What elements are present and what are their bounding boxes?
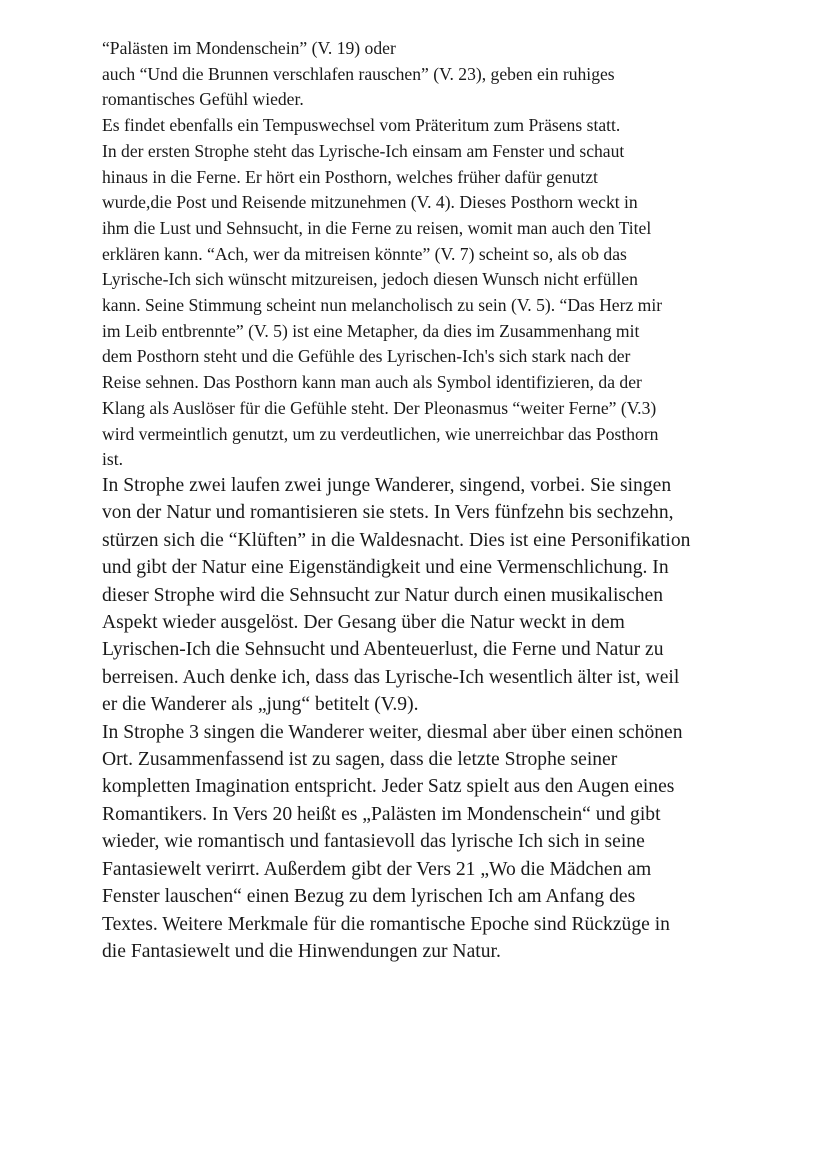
text-line: In der ersten Strophe steht das Lyrische-Ich einsam am Fenster und schaut [102, 140, 625, 161]
text-line: und gibt der Natur eine Eigenständigkeit und eine Vermenschlichung. In [102, 557, 669, 579]
text-block-large [102, 472, 690, 965]
text-line: romantisches Gefühl wieder. [102, 89, 304, 110]
text-line: wieder, wie romantisch und fantasievoll das lyrische Ich sich in seine [102, 831, 645, 853]
text-line: erklären kann. “Ach, wer da mitreisen könnte” (V. 7) scheint so, als ob das [102, 243, 627, 264]
text-line: Fenster lauschen“ einen Bezug zu dem lyrischen Ich am Anfang des [102, 886, 636, 908]
text-line: kompletten Imagination entspricht. Jeder Satz spielt aus den Augen eines [102, 776, 675, 798]
text-line: Fantasiewelt verirrt. Außerdem gibt der Vers 21 „Wo die Mädchen am [102, 858, 652, 880]
text-line: Ort. Zusammenfassend ist zu sagen, dass die letzte Strophe seiner [102, 749, 618, 771]
text-line: Lyrische-Ich sich wünscht mitzureisen, jedoch diesen Wunsch nicht erfüllen [102, 269, 638, 290]
text-line: stürzen sich die “Klüften” in die Waldesnacht. Dies ist eine Personifikation [102, 529, 691, 551]
text-line: ihm die Lust und Sehnsucht, in die Ferne zu reisen, womit man auch den Titel [102, 217, 652, 238]
text-line: hinaus in die Ferne. Er hört ein Posthorn, welches früher dafür genutzt [102, 166, 598, 187]
text-line: die Fantasiewelt und die Hinwendungen zur Natur. [102, 940, 501, 962]
text-line: wird vermeintlich genutzt, um zu verdeutlichen, wie unerreichbar das Posthorn [102, 423, 659, 444]
text-line: er die Wanderer als „jung“ betitelt (V.9). [102, 694, 419, 716]
text-line: dem Posthorn steht und die Gefühle des Lyrischen-Ich's sich stark nach der [102, 346, 631, 367]
text-line: ist. [102, 449, 124, 470]
text-line: Reise sehnen. Das Posthorn kann man auch als Symbol identifizieren, da der [102, 372, 642, 393]
text-line: auch “Und die Brunnen verschlafen rauschen” (V. 23), geben ein ruhiges [102, 63, 615, 84]
text-line: Aspekt wieder ausgelöst. Der Gesang über die Natur weckt in dem [102, 612, 625, 634]
text-line: In Strophe 3 singen die Wanderer weiter, diesmal aber über einen schönen [102, 721, 683, 743]
text-line: im Leib entbrennte” (V. 5) ist eine Metapher, da dies im Zusammenhang mit [102, 320, 640, 341]
text-line: wurde,die Post und Reisende mitzunehmen (V. 4). Dieses Posthorn weckt in [102, 192, 638, 213]
text-line: kann. Seine Stimmung scheint nun melancholisch zu sein (V. 5). “Das Herz mir [102, 295, 663, 316]
text-line: Romantikers. In Vers 20 heißt es „Palästen im Mondenschein“ und gibt [102, 803, 661, 825]
text-line: Klang als Auslöser für die Gefühle steht. Der Pleonasmus “weiter Ferne” (V.3) [102, 397, 657, 418]
text-line: berreisen. Auch denke ich, dass das Lyrische-Ich wesentlich älter ist, weil [102, 666, 680, 688]
text-line: “Palästen im Mondenschein” (V. 19) oder [102, 38, 396, 58]
text-line: von der Natur und romantisieren sie stets. In Vers fünfzehn bis sechzehn, [102, 502, 674, 524]
text-block-small [102, 36, 662, 473]
text-line: Lyrischen-Ich die Sehnsucht und Abenteuerlust, die Ferne und Natur zu [102, 639, 664, 661]
text-line: Textes. Weitere Merkmale für die romantische Epoche sind Rückzüge in [102, 913, 670, 935]
text-line: Es findet ebenfalls ein Tempuswechsel vom Präteritum zum Präsens statt. [102, 115, 621, 136]
text-line: In Strophe zwei laufen zwei junge Wanderer, singend, vorbei. Sie singen [102, 475, 672, 496]
text-line: dieser Strophe wird die Sehnsucht zur Natur durch einen musikalischen [102, 584, 663, 606]
